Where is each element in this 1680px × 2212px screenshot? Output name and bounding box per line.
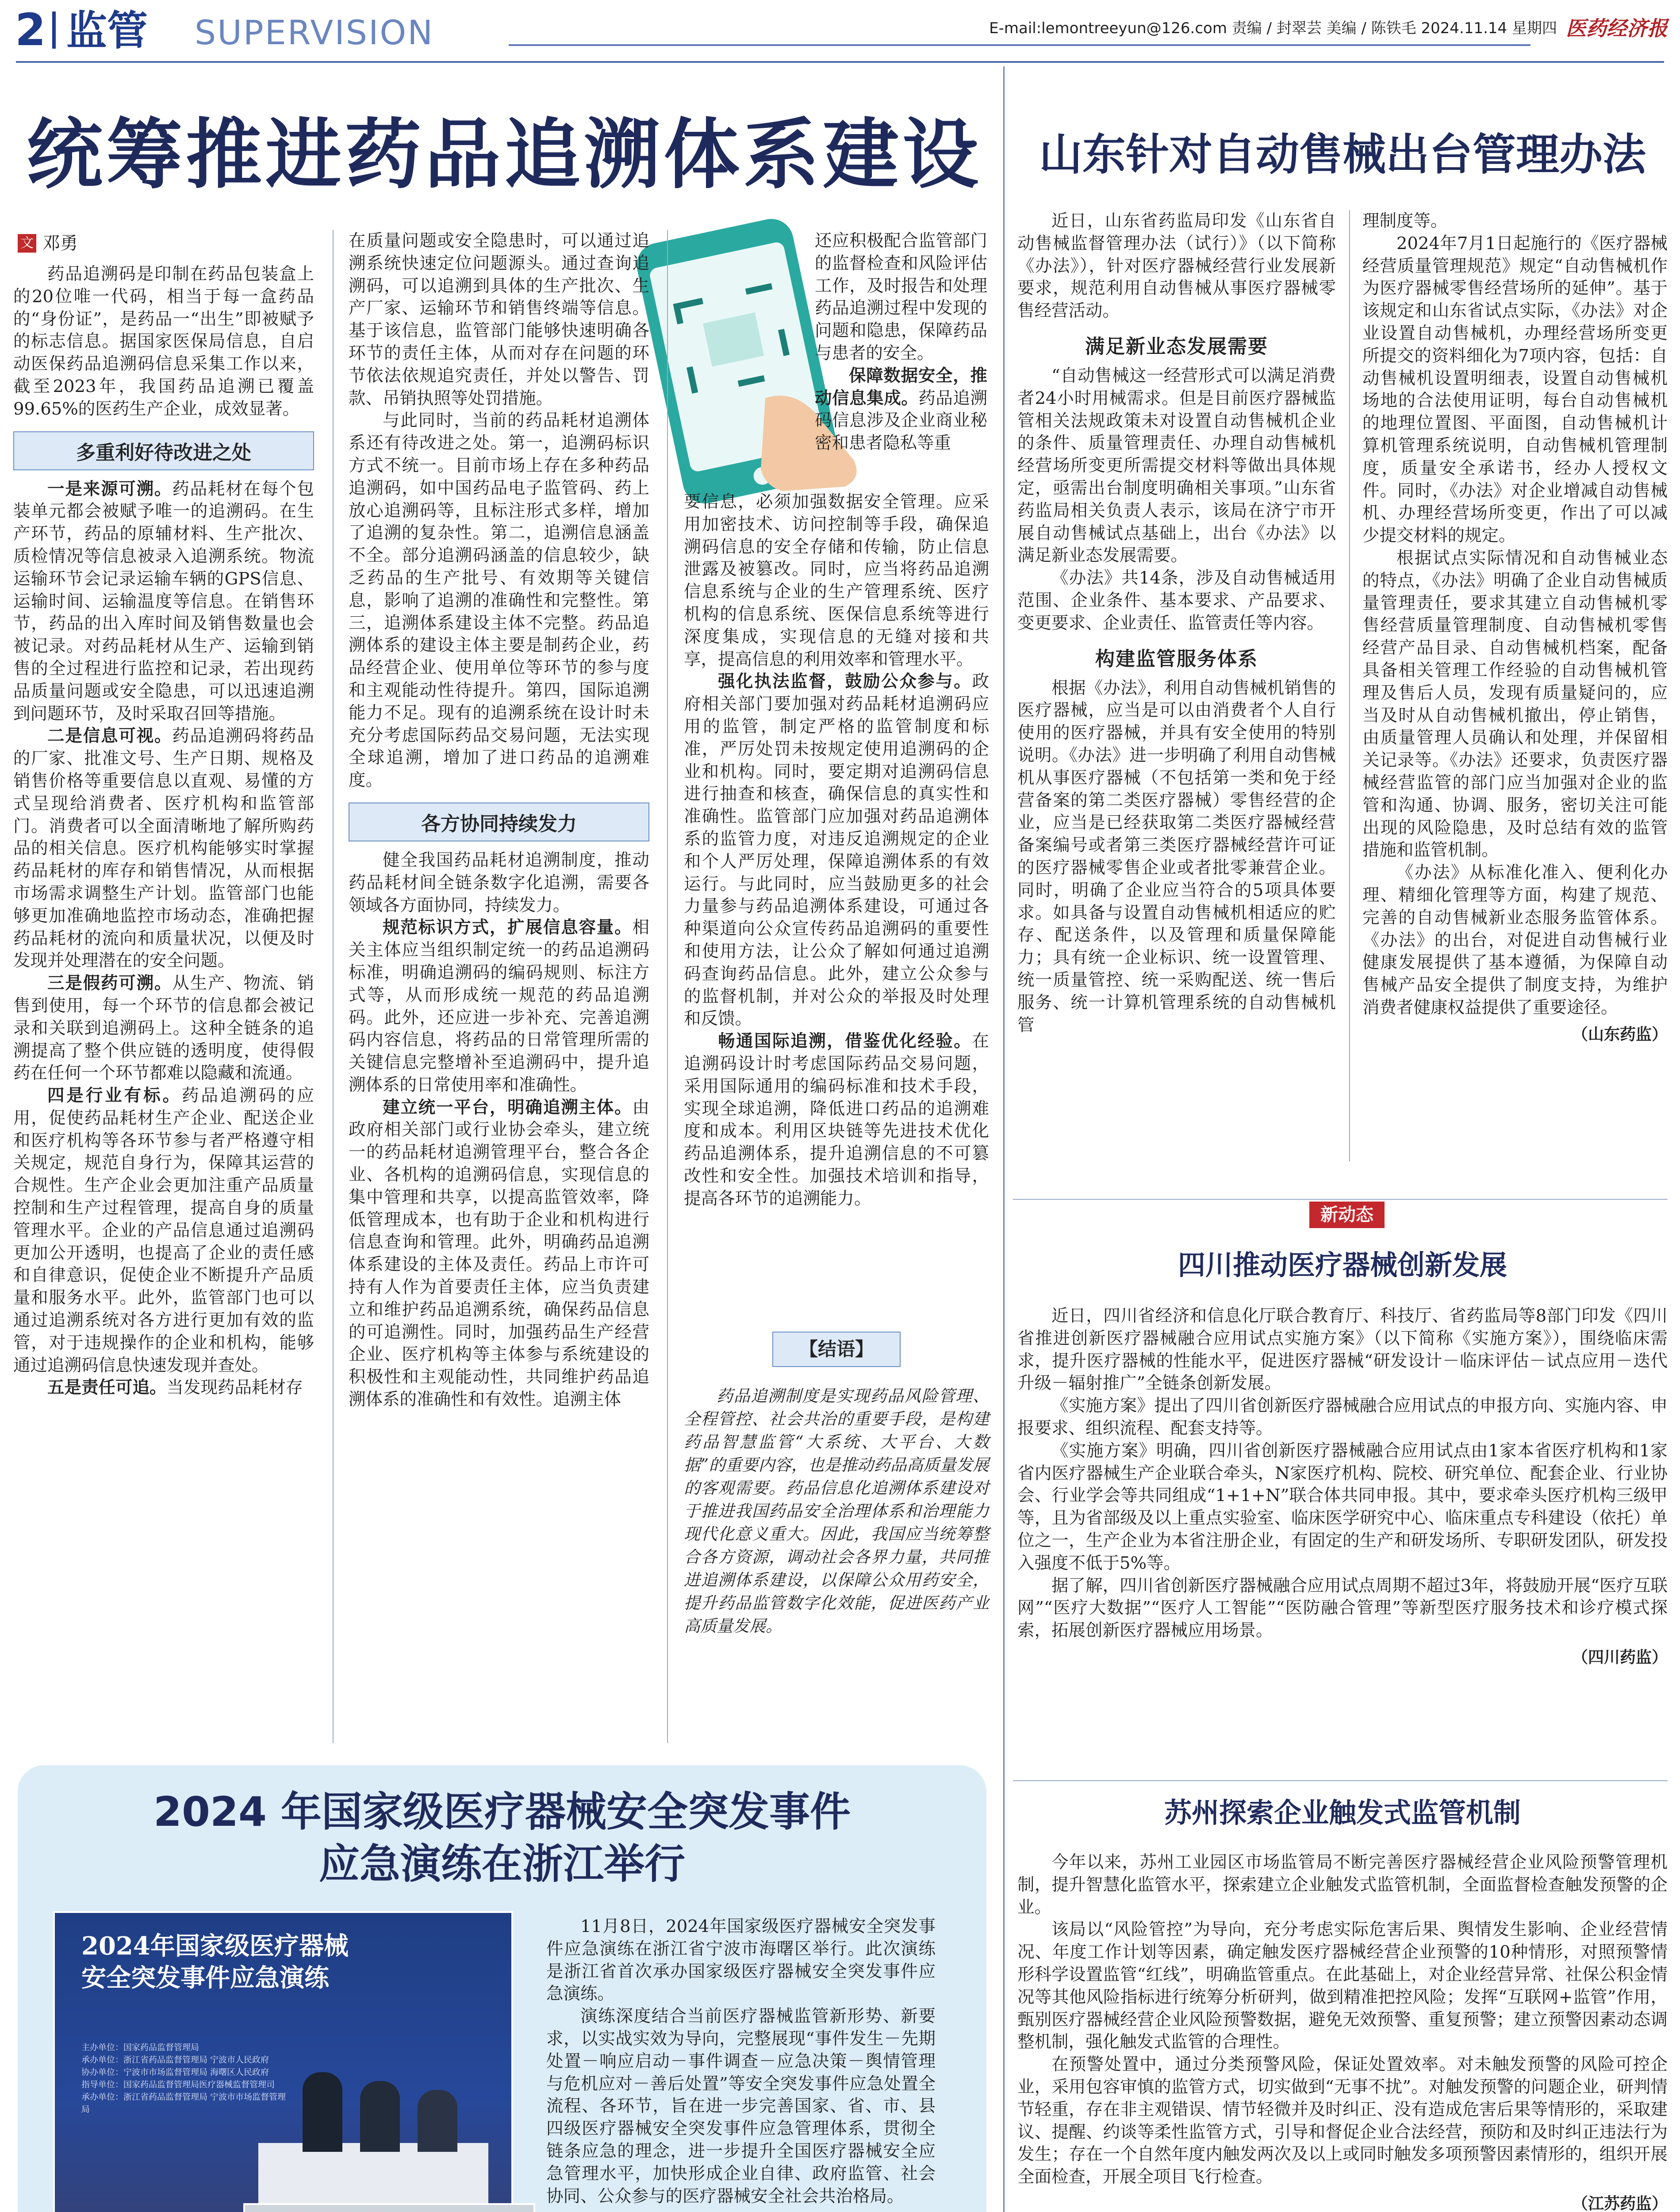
a2-col2-paragraph [1362,233,1668,547]
a3-text: 《实施方案》提出了四川省创新医疗器械融合应用试点的申报方向、实施内容、申报要求、组织流程、配套支持等。 [1017,1396,1668,1438]
a1-col2-paragraph [349,230,649,410]
banner-credit-line: 协办单位：宁波市市场监督管理局 海曙区人民政府 [81,2067,269,2077]
banner-credit-line: 承办单位：浙江省药品监督管理局 宁波市市场监督管理局 [81,2092,286,2114]
header-rule [509,44,1530,46]
a1-col2-paragraph [349,410,649,792]
header-meta: E-mail:lemontreeyun@126.com 责编 / 封翠芸 美编 / 陈铁毛 2024.11.14 星期四 [989,19,1557,37]
news-tag: 新动态 [1309,1202,1385,1228]
a6-paragraph [546,1916,936,2005]
a2-col1-text: “自动售械这一经营形式可以满足消费者24小时用械需求。但是目前医疗器械监管相关法规政策未对设置自动售械机企业的条件、质量管理责任、办理自动售械机经营场所变更所需提交材料等做出具体规定，亟需出台制度明确相关事项。”山东省药监局相关负责人表示，该局在济宁市开展自动售械试点基础上，出台《办法》以满足新业态发展需要。 [1017,365,1336,566]
a4-source: （江苏药监） [1572,2194,1668,2212]
a1-col2-lead: 建立统一平台，明确追溯主体。 [383,1097,633,1118]
a1-col2-text: 在质量问题或安全隐患时，可以通过追溯系统快速定位问题源头。通过查询追溯码，可以追溯到具体的生产批次、生产厂家、运输环节和销售终端等信息。基于该信息，监管部门能够快速明确各环节的责任主体，从而对存在问题的环节依法依规追究责任，并处以警告、罚款、吊销执照等处罚措施。 [349,231,649,408]
a6-photo-hall [243,2203,535,2212]
a2-col2-paragraph [1362,210,1668,233]
a2-col2-paragraph [1362,547,1668,862]
a1-col1-paragraph [13,263,314,421]
a2-col1-paragraph [1017,210,1336,323]
a4-paragraph [1017,2054,1668,2189]
a1-col3-top-text: 还应积极配合监管部门的监督检查和风险评估工作，及时报告和处理药品追溯过程中发现的问题和隐患，保障药品与患者的安全。 [815,231,987,363]
a1-col2-paragraph [349,849,649,917]
a1-col3-top-lead: 保障数据安全，推动信息集成。 [815,365,987,408]
a1-col2-text: 相关主体应当组织制定统一的药品追溯码标准，明确追溯码的编码规则、标注方式等，从而形成统一规范的药品追溯码。此外，还应进一步补充、完善追溯码内容信息，将药品的日常管理所需的关键信息完整增补至追溯码中，提升追溯体系的日常使用率和准确性。 [349,918,649,1095]
a2-bottom-rule [1013,1199,1668,1200]
a4-paragraph [1017,1919,1668,2054]
a1-col1-text: 当发现药品耗材存 [166,1378,303,1398]
a4-title: 苏州探索企业触发式监管机制 [1164,1797,1521,1829]
a3-title: 四川推动医疗器械创新发展 [1178,1249,1507,1281]
a1-col1-text: 药品追溯码的应用，促使药品耗材生产企业、配送企业和医疗机构等各环节参与者严格遵守相关规定，规范自身行为，保障其运营的合规性。生产企业会更加注重产品质量控制和生产过程管理，提高自身的质量管理水平。企业的产品信息通过追溯码更加公开透明，也提高了企业的责任感和自律意识，促使企业不断提升产品质量和服务水平。此外，监管部门也可以通过追溯系统对各方进行更加有效的监管，对于违规操作的企业和机构，能够通过追溯码信息快速发现并查处。 [13,1086,314,1375]
a4-text: 该局以“风险管控”为导向，充分考虑实际危害后果、舆情发生影响、企业经营情况、年度工作计划等因素，确定触发医疗器械经营企业预警的10种情形，对照预警情形科学设置监管“红线”，明确监管重点。在此基础上，对企业经营异常、社保公积金情况等其他风险指标进行统筹分析研判，做到精准把控风险；发挥“互联网+监管”作用，甄别医疗器械经营企业风险预警数据，避免无效预警、重复预警；建立预警因素动态调整机制，强化触发式监管的合理性。 [1017,1920,1668,2052]
a1-col3-text: 政府相关部门要加强对药品耗材追溯码应用的监管，制定严格的监管制度和标准，严厉处罚未按规定使用追溯码的企业和机构。同时，要定期对追溯码信息进行抽查和核查，确保信息的真实性和准确性。监管部门应加强对药品追溯体系的监管力度，对违反追溯规定的企业和个人严厉处理，保障追溯体系的有效运行。与此同时，应当鼓励更多的社会力量参与药品追溯体系建设，可通过各种渠道向公众宣传药品追溯码的重要性和使用方法，让公众了解如何通过追溯码查询药品信息。此外，建立公众参与的监督机制，并对公众的举报及时处理和反馈。 [684,672,989,1029]
a3-paragraph [1017,1440,1668,1575]
a2-col2-text: 《办法》从标准化准入、便利化办理、精细化管理等方面，构建了规范、完善的自动售械新业态服务监管体系。《办法》的出台，对促进自动售械行业健康发展提供了基本遵循，为保障自动售械产品安全提供了制度支持，为维护消费者健康权益提供了重要途径。 [1362,863,1668,1018]
a1-col2-lead: 规范标识方式，扩展信息容量。 [383,918,633,938]
a2-col1-paragraph [1017,567,1336,634]
a1-col3-top-paragraph [815,230,987,365]
a1-col3-lead: 畅通国际追溯，借鉴优化经验。 [718,1031,972,1052]
stage-table [258,2143,488,2212]
a4-paragraph [1017,1851,1668,1919]
a1-divider-1 [333,230,334,1743]
a3-text: 近日，四川省经济和信息化厅联合教育厅、科技厅、省药监局等8部门印发《四川省推进创新医疗器械融合应用试点实施方案》（以下简称《实施方案》），围绕临床需求，提升医疗器械的性能水平，促进医疗器械“研发设计－临床评估－试点应用－迭代升级－辐射推广”全链条创新发展。 [1017,1306,1668,1394]
a1-title: 统筹推进药品追溯体系建设 [27,110,982,199]
author-name: 邓勇 [42,233,78,253]
a1-col3-lead: 强化执法监督，鼓励公众参与。 [718,672,972,692]
main-divider [1003,66,1005,2212]
brand-logo: 医药经济报 [1566,16,1668,40]
a1-col1-lead: 四是行业有标。 [47,1086,182,1106]
a1-col3 [684,491,989,1323]
a2-col1-text: 近日，山东省药监局印发《山东省自动售械监督管理办法（试行）》（以下简称《办法》），针对医疗器械经营行业发展新要求，规范利用自动售械从事医疗器械零售经营活动。 [1017,211,1336,321]
a2-col2 [1362,210,1668,1183]
person-2 [360,2081,400,2152]
a1-col1-text: 从生产、物流、销售到使用，每一个环节的信息都会被记录和关联到追溯码上。这种全链条的追溯提高了整个供应链的透明度，使得假药在任何一个环节都难以隐藏和流通。 [13,973,314,1083]
page-header [0,0,1680,58]
a2-col2-text: 理制度等。 [1362,211,1448,231]
a1-col3-text: 要信息，必须加强数据安全管理。应采用加密技术、访问控制等手段，确保追溯码信息的安全存储和传输，防止信息泄露及被篡改。同时，应当将药品追溯信息系统与企业的生产管理系统、医疗机构的信息系统、医保信息系统等进行深度集成，实现信息的无缝对接和共享，提高信息的利用效率和管理水平。 [684,492,989,669]
a1-col1-lead: 二是信息可视。 [47,726,173,746]
a3-paragraph [1017,1395,1668,1440]
a3-paragraph [1017,1575,1668,1642]
a4-body [1017,1851,1668,2212]
a1-col2-text: 健全我国药品耗材追溯制度，推动药品耗材间全链条数字化追溯，需要各领域各方面协同，持续发力。 [349,850,649,915]
a4-text: 今年以来，苏州工业园区市场监管局不断完善医疗器械经营企业风险预警管理机制，提升智慧化监管水平，探索建立企业触发式监管机制，全面监督检查触发预警的企业。 [1017,1852,1668,1917]
a1-conclusion-box [684,1332,989,1743]
a1-col3-paragraph [684,1030,989,1210]
a1-col3-top-paragraph [815,365,987,455]
a1-col1-paragraph [13,972,314,1085]
a1-col2-paragraph [349,917,649,1096]
a6-text: 11月8日，2024年国家级医疗器械安全突发事件应急演练在浙江省宁波市海曙区举行。此次演练是浙江省首次承办国家级医疗器械安全突发事件应急演练。 [546,1916,936,2004]
a2-col1 [1017,210,1336,1197]
a1-col1-lead: 一是来源可溯。 [47,479,173,499]
a2-divider [1349,210,1350,1161]
a3-paragraph [1017,1305,1668,1395]
a1-col1-lead: 三是假药可溯。 [47,973,173,994]
banner-credit-line: 承办单位：浙江省药品监督管理局 宁波市人民政府 [81,2055,269,2065]
a6-text [546,1916,936,2212]
conclusion-body [684,1385,989,1638]
a1-col1-paragraph [13,1085,314,1377]
a2-col1-paragraph [1017,365,1336,567]
a3-text: 据了解，四川省创新医疗器械融合应用试点周期不超过3年，将鼓励开展“医疗互联网”“医疗大数据”“医疗人工智能”“医防融合管理”等新型医疗服务技术和诊疗模式探索，拓展创新医疗器械应用场景。 [1017,1575,1668,1641]
a2-col2-text: 2024年7月1日起施行的《医疗器械经营质量管理规范》规定“自动售械机作为医疗器械零售经营场所的延伸”。基于该规定和山东省试点实际，《办法》对企业设置自动售械机，办理经营场所变更所提交的资料细化为7项内容，包括：自动售械机设置明细表，设置自动售械机场地的合法使用证明，每台自动售械机的地理位置图、平面图，自动售械机计算机管理系统说明，自动售械机管理制度，质量安全承诺书，经办人授权文件。同时，《办法》对企业增减自动售械机、办理经营场所变更，作出了可以减少提交材料的规定。 [1362,233,1668,546]
a6-source [546,2210,936,2212]
a2-col2-text: 根据试点实际情况和自动售械业态的特点，《办法》明确了企业自动售械质量管理责任，要求其建立自动售械机零售经营质量管理制度、自动售械机零售经营产品目录、自动售械机档案，配备具备相关管理工作经验的自动售械机管理及售后人员，发现有质量疑问的，应当及时从自动售械机撤出，停止销售，由质量管理人员确认和处理，并保留相关记录等。《办法》还要求，负责医疗器械经营监管的部门应当加强对企业的监管和沟通、协调、服务，密切关注可能出现的风险隐患，及时总结有效的监管措施和监管机制。 [1362,548,1668,860]
a1-col1-paragraph [13,725,314,972]
a1-col2-text: 由政府相关部门或行业协会牵头，建立统一的药品耗材追溯管理平台，整合各企业、各机构的追溯码信息，实现信息的集中管理和共享，以提高监管效率，降低管理成本，也有助于企业和机构进行信息查询和管理。此外，明确药品追溯体系建设的主体及责任。药品上市许可持有人作为首要责任主体，应当负责建立和维护药品追溯系统，确保药品信息的可追溯性。同时，加强药品生产经营企业、医疗机构等主体参与系统建设的积极性和主观能动性，共同维护药品追溯体系的准确性和有效性。追溯主体 [349,1097,649,1410]
a1-col1 [13,263,314,1679]
a6-photo-ceremony [53,1911,513,2212]
a1-col1-paragraph [13,478,314,726]
a1-col3-text: 在追溯码设计时考虑国际药品交易问题，采用国际通用的编码标准和技术手段，实现全球追溯，降低进口药品的追溯难度和成本。利用区块链等先进技术优化药品追溯体系，提升追溯信息的不可篡改性和安全性。加强技术培训和指导，提高各环节的追溯能力。 [684,1031,989,1209]
section-title-cn: 监管 [66,7,148,54]
a1-col1-text: 药品耗材在每个包装单元都会被赋予唯一的追溯码。在生产环节，药品的原辅材料、生产批次、质检情况等信息被录入追溯系统。物流运输环节会记录运输车辆的GPS信息、运输时间、运输温度等信息。在销售环节，药品的出入库时间及销售数量也会被记录。对药品耗材从生产、运输到销售的全过程进行监控和记录，若出现药品质量问题或安全隐患，可以迅速追溯到问题环节，及时采取召回等措施。 [13,479,314,724]
a2-title: 山东针对自动售械出台管理办法 [1039,130,1646,180]
a1-col1-lead: 五是责任可追。 [47,1378,167,1398]
a1-divider-2 [667,230,668,1743]
banner-credit-line: 主办单位：国家药品监督管理局 [81,2043,199,2052]
a3-body [1017,1305,1668,1774]
banner-title-2: 安全突发事件应急演练 [81,1963,329,1993]
a1-col1-paragraph [13,1377,314,1399]
a1-col3-paragraph [684,671,989,1030]
a1-col3-top-text: 药品追溯码信息涉及企业商业秘密和患者隐私等重 [815,388,987,453]
a1-col2-paragraph [349,1097,649,1411]
a2-col1-text: 根据《办法》，利用自动售械机销售的医疗器械，应当是可以由消费者个人自行使用的医疗器械，并具有安全使用的特别说明。《办法》进一步明确了利用自动售械机从事医疗器械（不包括第一类和免于经营备案的第二类医疗器械）零售经营的企业，应当是已经获取第二类医疗器械经营备案编号或者第三类医疗器械经营许可证的医疗器械零售企业或者批零兼营企业。同时，明确了企业应当符合的5项具体要求。如具备与设置自动售械机相适应的贮存、配送条件，以及管理和质量保障能力；具有统一企业标识、统一设置管理、统一质量管控、统一采购配送、统一售后服务、统一计算机管理系统的自动售械机管 [1017,678,1336,1035]
a6-text: 演练深度结合当前医疗器械监管新形势、新要求，以实战实效为导向，完整展现“事件发生－先期处置－响应启动－事件调查－应急决策－舆情管理与危机应对－善后处置”等安全突发事件应急处置全流程、各环节，旨在进一步完善国家、省、市、县四级医疗器械安全突发事件应急管理体系，贯彻全链条应急的理念，进一步提升全国医疗器械安全应急管理水平，加快形成企业自律、政府监管、社会协同、公众参与的医疗器械安全社会共治格局。 [546,2006,936,2206]
conclusion-text: 药品追溯制度是实现药品风险管理、全程管控、社会共治的重要手段，是构建药品智慧监管“大系统、大平台、大数据”的重要内容，也是推动药品高质量发展的客观需要。药品信息化追溯体系建设对于推进我国药品安全治理体系和治理能力现代化意义重大。因此，我国应当统筹整合各方资源，调动社会各界力量，共同推进追溯体系建设，以保障公众用药安全，提升药品监管数字化效能，促进医药产业高质量发展。 [684,1386,989,1636]
banner-credits [81,2041,294,2116]
a1-col1-subheading: 多重利好待改进之处 [13,431,314,470]
person-1 [303,2072,342,2152]
banner-credit-line: 指导单位：国家药品监督管理局医疗器械监督管理司 [81,2080,275,2089]
a2-col2-source: （山东药监） [1572,1025,1668,1044]
a2-col2-paragraph [1362,862,1668,1019]
a1-col2 [349,230,649,1743]
conclusion-title: 【结语】 [772,1332,901,1367]
a3-text: 《实施方案》明确，四川省创新医疗器械融合应用试点由1家本省医疗机构和1家省内医疗器械生产企业联合牵头，N家医疗机构、院校、研究单位、配套企业、行业协会、行业学会等共同组成“1+1+N”联合体共同申报。其中，要求牵头医疗机构三级甲等，且为省部级及以上重点实验室、临床医学研究中心、临床重点专科建设（依托）单位之一，生产企业为本省注册企业，有固定的生产和研发场所、专职研发团队，研发投入强度不低于5%等。 [1017,1440,1668,1573]
a1-col2-subheading: 各方协同持续发力 [349,803,649,841]
top-rule [16,61,1664,63]
a4-text: 在预警处置中，通过分类预警风险，保证处置效率。对未触发预警的风险可控企业，采用包容审慎的监管方式，切实做到“无事不扰”。对触发预警的问题企业，研判情节轻重，存在非主观错误、情节轻微并及时纠正、没有造成危害后果等情形的，采取建议、提醒、约谈等柔性监管方式，引导和督促企业合法经营，预防和及时纠正违法行为发生；存在一个自然年度内触发两次及以上或同时触发多项预警因素情形的，组织开展全面检查，开展全项目飞行检查。 [1017,2055,1668,2187]
a1-col1-text: 药品追溯码将药品的厂家、批准文号、生产日期、规格及销售价格等重要信息以直观、易懂的方式呈现给消费者、医疗机构和监管部门。消费者可以全面清晰地了解所购药品的相关信息。医疗机构能够实时掌握药品耗材的库存和销售情况，从而根据市场需求调整生产计划。监管部门也能够更加准确地监控市场动态，准确把握药品耗材的流向和质量状况，以便及时发现并处理潜在的安全问题。 [13,726,314,971]
a6-paragraph [546,2005,936,2208]
header-divider [52,12,56,49]
a1-col1-text: 药品追溯码是印制在药品包装盒上的20位唯一代码，相当于每一盒药品的“身份证”，是药品一“出生”即被赋予的标志信息。据国家医保局信息，自启动医保药品追溯码信息采集工作以来，截至2023年，我国药品追溯已覆盖99.65%的医药生产企业，成效显著。 [13,264,314,419]
person-3 [418,2090,457,2152]
a2-col1-subheading: 满足新业态发展需要 [1085,335,1268,358]
a3-bottom-rule [1013,1780,1668,1781]
section-title-en: SUPERVISION [195,13,434,52]
banner-title-1: 2024年国家级医疗器械 [81,1932,349,1961]
a2-col1-paragraph [1017,677,1336,1037]
a1-col3-paragraph [684,491,989,671]
a1-col3-top [815,230,987,487]
a2-col1-subheading: 构建监管服务体系 [1095,647,1258,670]
a6-title-line1: 2024 年国家级医疗器械安全突发事件 [153,1788,851,1836]
a1-col2-text: 与此同时，当前的药品耗材追溯体系还有待改进之处。第一，追溯码标识方式不统一。目前市场上存在多种药品追溯码，如中国药品电子监管码、药上放心追溯码等，且标注形式多样，增加了追溯的复杂性。第二，追溯信息涵盖不全。部分追溯码涵盖的信息较少，缺乏药品的生产批号、有效期等关键信息，影响了追溯的准确性和完整性。第三，追溯体系建设主体不完整。药品追溯体系的建设主体主要是制药企业，药品经营企业、使用单位等环节的参与度和主观能动性待提升。第四，国际追溯能力不足。现有的追溯系统在设计时未充分考虑国际药品交易问题，无法实现全球追溯，增加了进口药品的追溯难度。 [349,411,649,791]
a3-source: （四川药监） [1572,1648,1668,1667]
a6-title-line2: 应急演练在浙江举行 [318,1840,685,1888]
page-number: 2 [15,4,46,56]
author-icon: 文 [18,234,36,253]
a2-col1-text: 《办法》共14条，涉及自动售械适用范围、企业条件、基本要求、产品要求、变更要求、企业责任、监管责任等内容。 [1017,568,1336,633]
